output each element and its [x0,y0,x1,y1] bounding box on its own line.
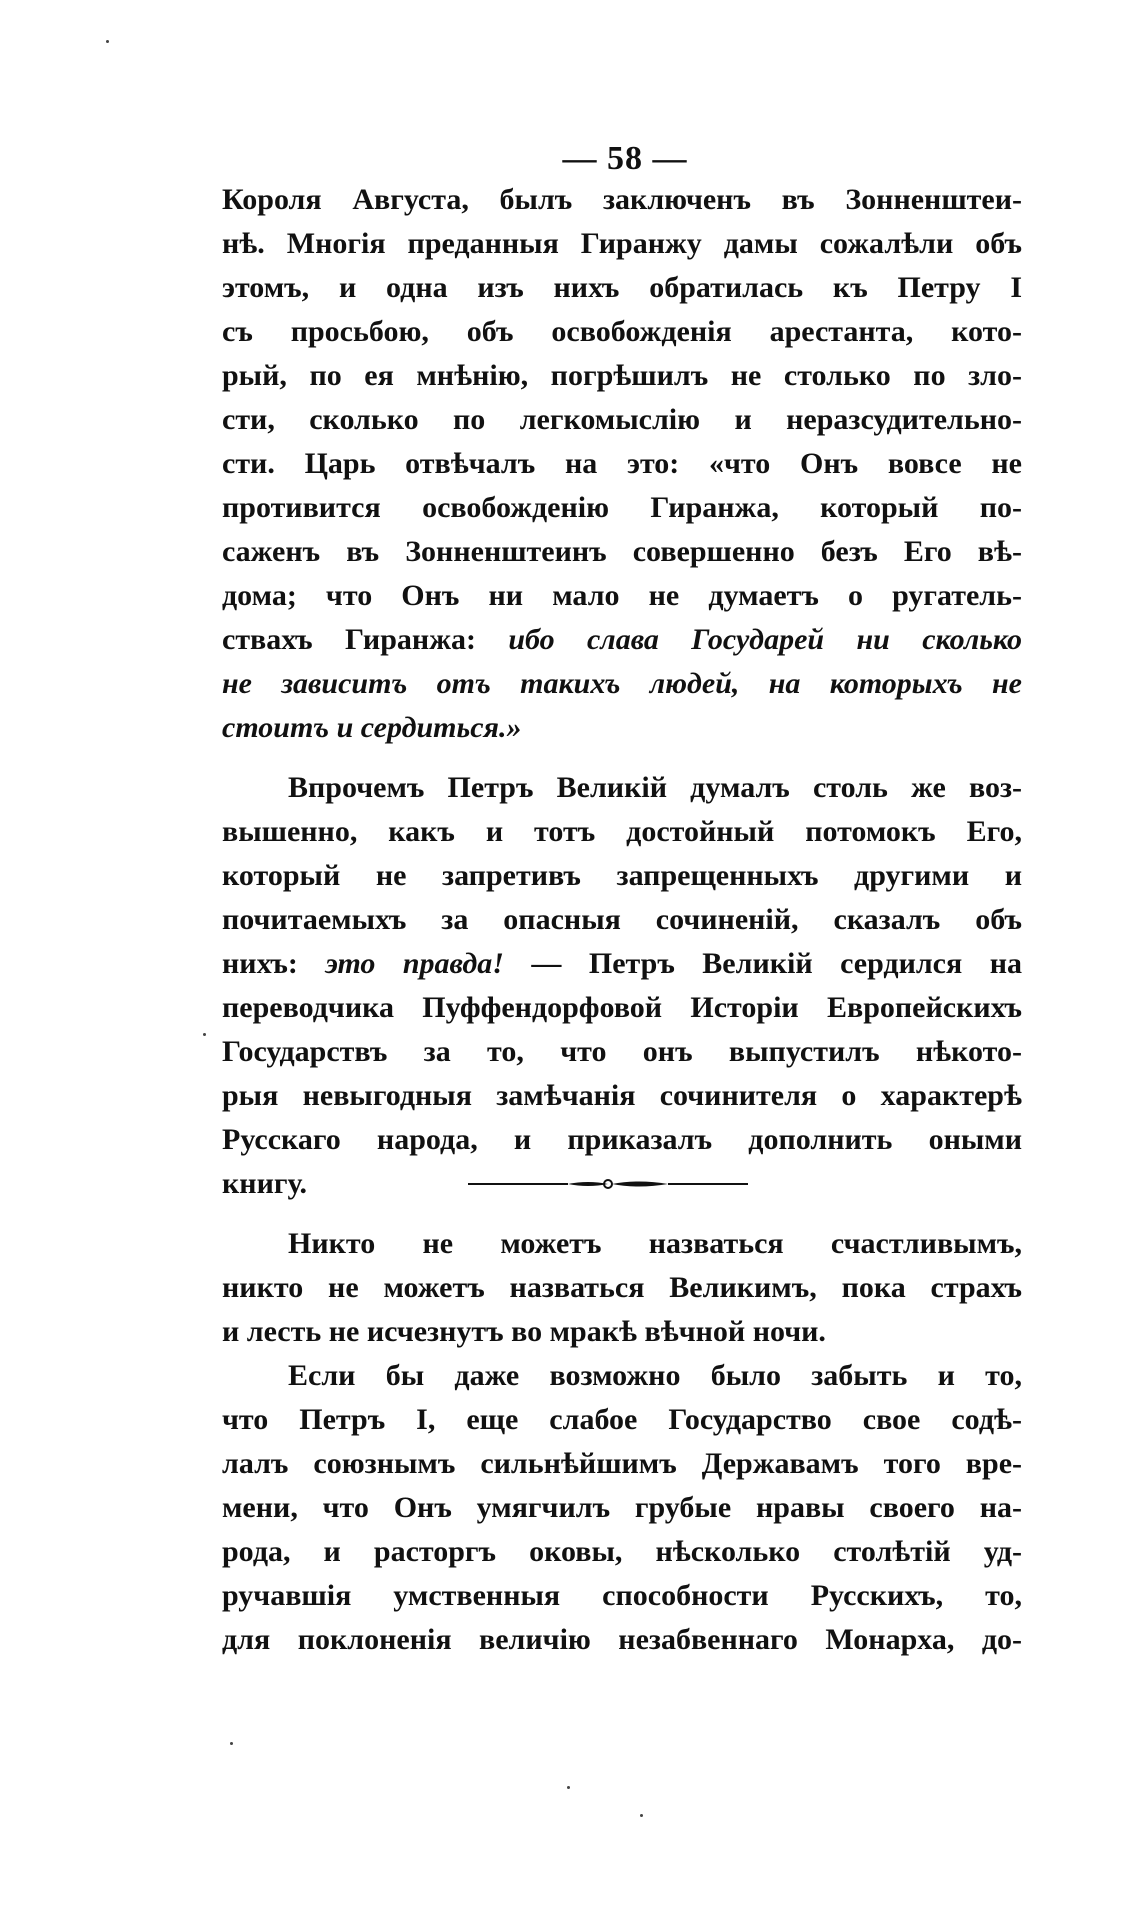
text-line-mixed [222,942,1022,986]
text-line: этомъ, и одна изъ нихъ обратилась къ Петру I [222,271,1022,304]
text-line: Если бы даже возможно было забыть и то, [288,1359,1022,1392]
italic-run: это правда! [325,947,504,980]
text-line: противится освобожденію Гиранжа, который по- [222,491,1022,524]
scan-speck [230,1742,233,1745]
text-line-mixed [222,618,1022,662]
text-line: ручавшія умственныя способности Русскихъ, то, [222,1579,1022,1612]
text-line: рый, по ея мнѣнію, погрѣшилъ не столько по зло- [222,359,1022,392]
paragraph-3 [222,1222,1022,1354]
paragraph-2 [222,766,1022,1206]
italic-quote-run: ибо слава Государей ни сколько [508,623,1022,656]
scan-speck [567,1786,570,1789]
paragraph-4 [222,1354,1022,1662]
text-line: рыя невыгодныя замѣчанія сочинителя о характерѣ [222,1079,1022,1112]
page-number: — 58 — [562,140,688,177]
scan-speck [640,1814,643,1817]
text-line: переводчика Пуффендорфовой Исторіи Европейскихъ [222,991,1022,1024]
italic-quote-line: стоитъ и сердиться.» [222,711,522,744]
text-run: — Петръ Великій сердился на [503,947,1022,980]
text-line: почитаемыхъ за опасныя сочиненій, сказалъ объ [222,903,1022,936]
text-line: никто не можетъ назваться Великимъ, пока страхъ [222,1271,1022,1304]
scan-speck [106,40,109,43]
text-line: и лесть не исчезнутъ во мракѣ вѣчной ночи. [222,1315,826,1348]
text-line: дома; что Онъ ни мало не думаетъ о ругатель- [222,579,1022,612]
text-line: нѣ. Многія преданныя Гиранжу дамы сожалѣли объ [222,227,1022,260]
text-line: лалъ союзнымъ сильнѣйшимъ Державамъ того вре- [222,1447,1022,1480]
text-line: Впрочемъ Петръ Великій думалъ столь же воз- [288,771,1022,804]
text-line: книгу. [222,1167,307,1200]
text-run: ствахъ Гиранжа: [222,623,509,656]
text-line: сти, сколько по легкомыслію и неразсудительно- [222,403,1022,436]
paragraph-1 [222,178,1022,750]
text-line: вышенно, какъ и тотъ достойный потомокъ Его, [222,815,1022,848]
text-line: саженъ въ Зонненштеинъ совершенно безъ Его вѣ- [222,535,1022,568]
italic-quote-line: не зависитъ отъ такихъ людей, на которыхъ не [222,667,1022,700]
text-line: Государствъ за то, что онъ выпустилъ нѣкото- [222,1035,1022,1068]
text-run: нихъ: [222,947,326,980]
scan-speck [203,1033,206,1036]
text-line: что Петръ I, еще слабое Государство свое содѣ- [222,1403,1022,1436]
text-line: мени, что Онъ умягчилъ грубые нравы своего на- [222,1491,1022,1524]
text-line: для поклоненія величію незабвеннаго Монарха, до- [222,1623,1022,1656]
text-line: рода, и расторгъ оковы, нѣсколько столѣтій уд- [222,1535,1022,1568]
text-line: съ просьбою, объ освобожденія арестанта, кото- [222,315,1022,348]
text-line: Никто не можетъ назваться счастливымъ, [288,1227,1022,1260]
text-line: Короля Августа, былъ заключенъ въ Зонненштеи- [222,183,1022,216]
text-line: который не запретивъ запрещенныхъ другими и [222,859,1022,892]
ornamental-divider [468,1175,748,1193]
text-line: сти. Царь отвѣчалъ на это: «что Онъ вовсе не [222,447,1022,480]
text-line: Русскаго народа, и приказалъ дополнить оными [222,1123,1022,1156]
